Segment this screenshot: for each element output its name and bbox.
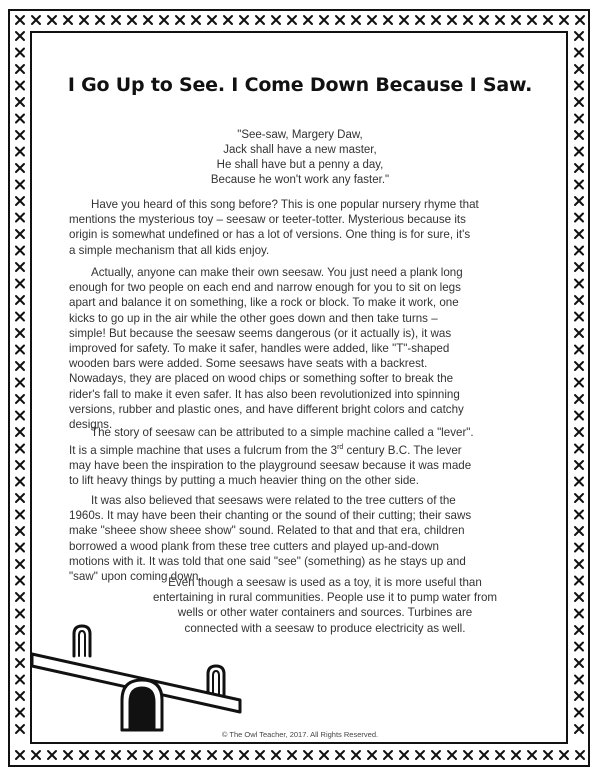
x-mark-icon <box>128 16 136 24</box>
x-mark-icon <box>464 751 472 759</box>
x-mark-icon <box>575 296 583 304</box>
x-mark-icon <box>448 16 456 24</box>
text-line: Actually, anyone can make their own seesaw. You just need a plank long <box>91 266 463 279</box>
x-mark-icon <box>16 32 24 40</box>
x-mark-icon <box>80 751 88 759</box>
x-mark-icon <box>16 148 24 156</box>
x-mark-icon <box>575 412 583 420</box>
x-mark-icon <box>16 560 24 568</box>
x-mark-icon <box>224 751 232 759</box>
x-mark-icon <box>575 346 583 354</box>
x-mark-icon <box>575 544 583 552</box>
x-mark-icon <box>224 16 232 24</box>
x-mark-icon <box>16 610 24 618</box>
x-mark-icon <box>575 263 583 271</box>
x-mark-icon <box>192 751 200 759</box>
x-mark-icon <box>575 560 583 568</box>
x-mark-icon <box>384 751 392 759</box>
x-mark-icon <box>32 16 40 24</box>
poem-line: "See-saw, Margery Daw, <box>237 129 363 141</box>
x-mark-icon <box>575 313 583 321</box>
x-mark-icon <box>368 751 376 759</box>
x-mark-icon <box>575 626 583 634</box>
x-mark-icon <box>96 751 104 759</box>
x-mark-icon <box>16 544 24 552</box>
x-mark-icon <box>64 16 72 24</box>
text-span: It is a simple machine that uses a fulcrum from the 3 <box>69 444 338 458</box>
x-mark-icon <box>48 751 56 759</box>
x-mark-icon <box>288 751 296 759</box>
x-mark-icon <box>16 98 24 106</box>
x-mark-icon <box>16 461 24 469</box>
text-line: versions, rubber and plastic ones, and have different bright colors and catchy <box>69 402 464 416</box>
x-mark-icon <box>16 692 24 700</box>
text-line: designs. <box>69 418 113 432</box>
superscript: rd <box>337 444 344 452</box>
x-mark-icon <box>16 131 24 139</box>
x-mark-icon <box>144 751 152 759</box>
x-mark-icon <box>16 412 24 420</box>
x-mark-icon <box>560 16 568 24</box>
x-mark-icon <box>112 751 120 759</box>
x-mark-icon <box>528 16 536 24</box>
x-mark-icon <box>16 527 24 535</box>
x-mark-icon <box>16 379 24 387</box>
x-mark-icon <box>575 511 583 519</box>
x-mark-icon <box>544 16 552 24</box>
x-mark-icon <box>16 494 24 502</box>
x-mark-icon <box>112 16 120 24</box>
x-mark-icon <box>240 751 248 759</box>
x-mark-icon <box>16 626 24 634</box>
x-mark-icon <box>575 445 583 453</box>
text-span: century B.C. The lever <box>343 444 462 458</box>
x-pattern-border-bottom <box>10 745 588 765</box>
seesaw-illustration <box>26 618 246 738</box>
text-line: connected with a seesaw to produce electricity as well. <box>184 621 466 635</box>
x-mark-icon <box>16 445 24 453</box>
x-mark-icon <box>16 346 24 354</box>
x-mark-icon <box>512 16 520 24</box>
x-mark-icon <box>575 247 583 255</box>
x-mark-icon <box>575 197 583 205</box>
x-mark-icon <box>160 751 168 759</box>
x-mark-icon <box>16 676 24 684</box>
poem-line: He shall have but a penny a day, <box>216 159 384 171</box>
text-line: a simple mechanism that all kids enjoy. <box>69 243 270 257</box>
x-mark-icon <box>16 263 24 271</box>
text-line <box>69 440 544 458</box>
paragraph-intro <box>69 197 544 258</box>
seesaw-fulcrum-inner <box>130 688 154 730</box>
x-mark-icon <box>416 16 424 24</box>
x-mark-icon <box>16 593 24 601</box>
x-mark-icon <box>16 643 24 651</box>
x-mark-icon <box>272 751 280 759</box>
x-mark-icon <box>96 16 104 24</box>
x-mark-icon <box>400 16 408 24</box>
x-mark-icon <box>575 610 583 618</box>
x-mark-icon <box>16 280 24 288</box>
x-mark-icon <box>575 82 583 90</box>
x-mark-icon <box>575 494 583 502</box>
x-mark-icon <box>272 16 280 24</box>
x-mark-icon <box>575 65 583 73</box>
x-mark-icon <box>16 313 24 321</box>
x-mark-icon <box>352 751 360 759</box>
x-mark-icon <box>128 751 136 759</box>
text-line: mentions the mysterious toy – seesaw or teeter-totter. Mysterious because its <box>69 213 466 227</box>
x-mark-icon <box>16 659 24 667</box>
x-mark-icon <box>416 751 424 759</box>
x-mark-icon <box>176 751 184 759</box>
x-mark-icon <box>16 181 24 189</box>
x-mark-icon <box>432 751 440 759</box>
x-mark-icon <box>575 214 583 222</box>
x-mark-icon <box>575 676 583 684</box>
x-mark-icon <box>480 16 488 24</box>
x-mark-icon <box>575 49 583 57</box>
x-mark-icon <box>208 751 216 759</box>
text-line: entertaining in rural communities. People use it to pump water from <box>152 591 498 605</box>
text-line: may have been the inspiration to the playground seesaw because it was made <box>69 459 472 473</box>
x-mark-icon <box>575 428 583 436</box>
x-mark-icon <box>16 709 24 717</box>
x-mark-icon <box>16 428 24 436</box>
x-mark-icon <box>575 280 583 288</box>
text-line: "saw" upon coming down. <box>69 570 202 584</box>
x-pattern-border-top <box>10 10 588 30</box>
text-line: motions with it. It was told that one said "see" (something) as he stays up and <box>69 554 466 568</box>
x-mark-icon <box>16 65 24 73</box>
x-mark-icon <box>352 16 360 24</box>
x-mark-icon <box>560 751 568 759</box>
x-mark-icon <box>16 362 24 370</box>
x-mark-icon <box>575 181 583 189</box>
text-line: Have you heard of this song before? This is one popular nursery rhyme that <box>91 198 479 211</box>
x-mark-icon <box>575 643 583 651</box>
copyright-footer: © The Owl Teacher, 2017. All Rights Reserved. <box>221 730 379 739</box>
text-line: The story of seesaw can be attributed to a simple machine called a "lever". <box>91 426 474 439</box>
x-mark-icon <box>575 709 583 717</box>
page-title: I Go Up to See. I Come Down Because I Saw. <box>67 74 533 96</box>
text-line: make "sheee show sheee show" sound. Related to that and that era, children <box>69 524 465 538</box>
x-mark-icon <box>544 751 552 759</box>
text-line: Even though a seesaw is used as a toy, it is more useful than <box>168 576 482 589</box>
x-mark-icon <box>575 362 583 370</box>
poem-line: Jack shall have a new master, <box>223 144 377 156</box>
x-mark-icon <box>304 16 312 24</box>
text-line: simple! But because the seesaw seems dangerous (or it actually is), it was <box>69 326 452 340</box>
x-mark-icon <box>448 751 456 759</box>
x-mark-icon <box>575 461 583 469</box>
text-line: Nowadays, they are placed on wood chips or something softer to break the <box>69 372 454 386</box>
x-mark-icon <box>16 197 24 205</box>
x-mark-icon <box>16 82 24 90</box>
x-mark-icon <box>400 751 408 759</box>
x-mark-icon <box>575 131 583 139</box>
x-mark-icon <box>48 16 56 24</box>
x-mark-icon <box>208 16 216 24</box>
x-mark-icon <box>320 751 328 759</box>
x-pattern-border-right <box>569 10 589 766</box>
x-mark-icon <box>575 164 583 172</box>
x-mark-icon <box>16 296 24 304</box>
text-line: improved for safety. To make it safer, handles were added, like "T"-shaped <box>69 342 450 356</box>
text-line: apart and balance it on something, like a rock or block. To make it work, one <box>69 296 459 310</box>
seesaw-handle-inner <box>79 631 85 656</box>
text-line: rider's fall to make it even safer. It has also been revolutionized into spinning <box>69 387 460 401</box>
x-mark-icon <box>160 16 168 24</box>
x-mark-icon <box>496 16 504 24</box>
text-line: 1960s. It may have been their chanting or the sound of their cutting; their saws <box>69 509 472 523</box>
x-mark-icon <box>575 593 583 601</box>
x-mark-icon <box>575 32 583 40</box>
x-mark-icon <box>384 16 392 24</box>
x-mark-icon <box>16 214 24 222</box>
text-line: enough for two people on each end and narrow enough for you to sit on legs <box>69 281 461 295</box>
text-line: kicks to go up in the air while the other goes down and then take turns – <box>69 311 438 325</box>
nursery-rhyme <box>180 128 420 188</box>
x-mark-icon <box>528 751 536 759</box>
x-mark-icon <box>16 395 24 403</box>
text-line: to lift heavy things by putting a much heavier thing on the other side. <box>69 474 419 488</box>
x-mark-icon <box>64 751 72 759</box>
x-mark-icon <box>288 16 296 24</box>
x-mark-icon <box>575 478 583 486</box>
x-mark-icon <box>80 16 88 24</box>
x-mark-icon <box>575 115 583 123</box>
x-mark-icon <box>16 230 24 238</box>
text-line: origin is somewhat undefined or has a lot of versions. One thing is for sure, it's <box>69 228 471 242</box>
x-mark-icon <box>16 329 24 337</box>
x-mark-icon <box>575 527 583 535</box>
x-mark-icon <box>176 16 184 24</box>
text-line: wooden bars were added. Some seesaws have seats with a backrest. <box>69 357 428 371</box>
x-mark-icon <box>32 751 40 759</box>
x-mark-icon <box>320 16 328 24</box>
x-mark-icon <box>575 329 583 337</box>
x-mark-icon <box>512 751 520 759</box>
x-mark-icon <box>256 16 264 24</box>
x-mark-icon <box>575 98 583 106</box>
x-mark-icon <box>336 16 344 24</box>
x-mark-icon <box>336 751 344 759</box>
x-mark-icon <box>144 16 152 24</box>
seesaw-handle-inner <box>213 671 219 696</box>
x-mark-icon <box>575 395 583 403</box>
x-mark-icon <box>575 379 583 387</box>
x-mark-icon <box>16 164 24 172</box>
poem-line: Because he won't work any faster." <box>210 174 390 186</box>
x-mark-icon <box>304 751 312 759</box>
paragraph-lever <box>69 425 544 489</box>
x-mark-icon <box>496 751 504 759</box>
x-mark-icon <box>16 49 24 57</box>
x-mark-icon <box>16 115 24 123</box>
x-mark-icon <box>575 577 583 585</box>
paragraph-make-seesaw <box>69 265 544 432</box>
x-mark-icon <box>575 692 583 700</box>
x-mark-icon <box>16 478 24 486</box>
text-line: borrowed a wood plank from these tree cutters and played up-and-down <box>69 539 439 553</box>
x-mark-icon <box>432 16 440 24</box>
paragraph-tree-cutters <box>69 493 544 584</box>
x-mark-icon <box>480 751 488 759</box>
x-mark-icon <box>192 16 200 24</box>
x-mark-icon <box>16 511 24 519</box>
x-mark-icon <box>16 247 24 255</box>
x-mark-icon <box>575 659 583 667</box>
x-mark-icon <box>256 751 264 759</box>
x-mark-icon <box>16 577 24 585</box>
x-mark-icon <box>240 16 248 24</box>
text-line: It was also believed that seesaws were related to the tree cutters of the <box>91 494 456 507</box>
x-mark-icon <box>575 230 583 238</box>
x-mark-icon <box>575 148 583 156</box>
x-mark-icon <box>464 16 472 24</box>
x-mark-icon <box>368 16 376 24</box>
text-line: wells or other water containers and sources. Turbines are <box>177 606 473 620</box>
